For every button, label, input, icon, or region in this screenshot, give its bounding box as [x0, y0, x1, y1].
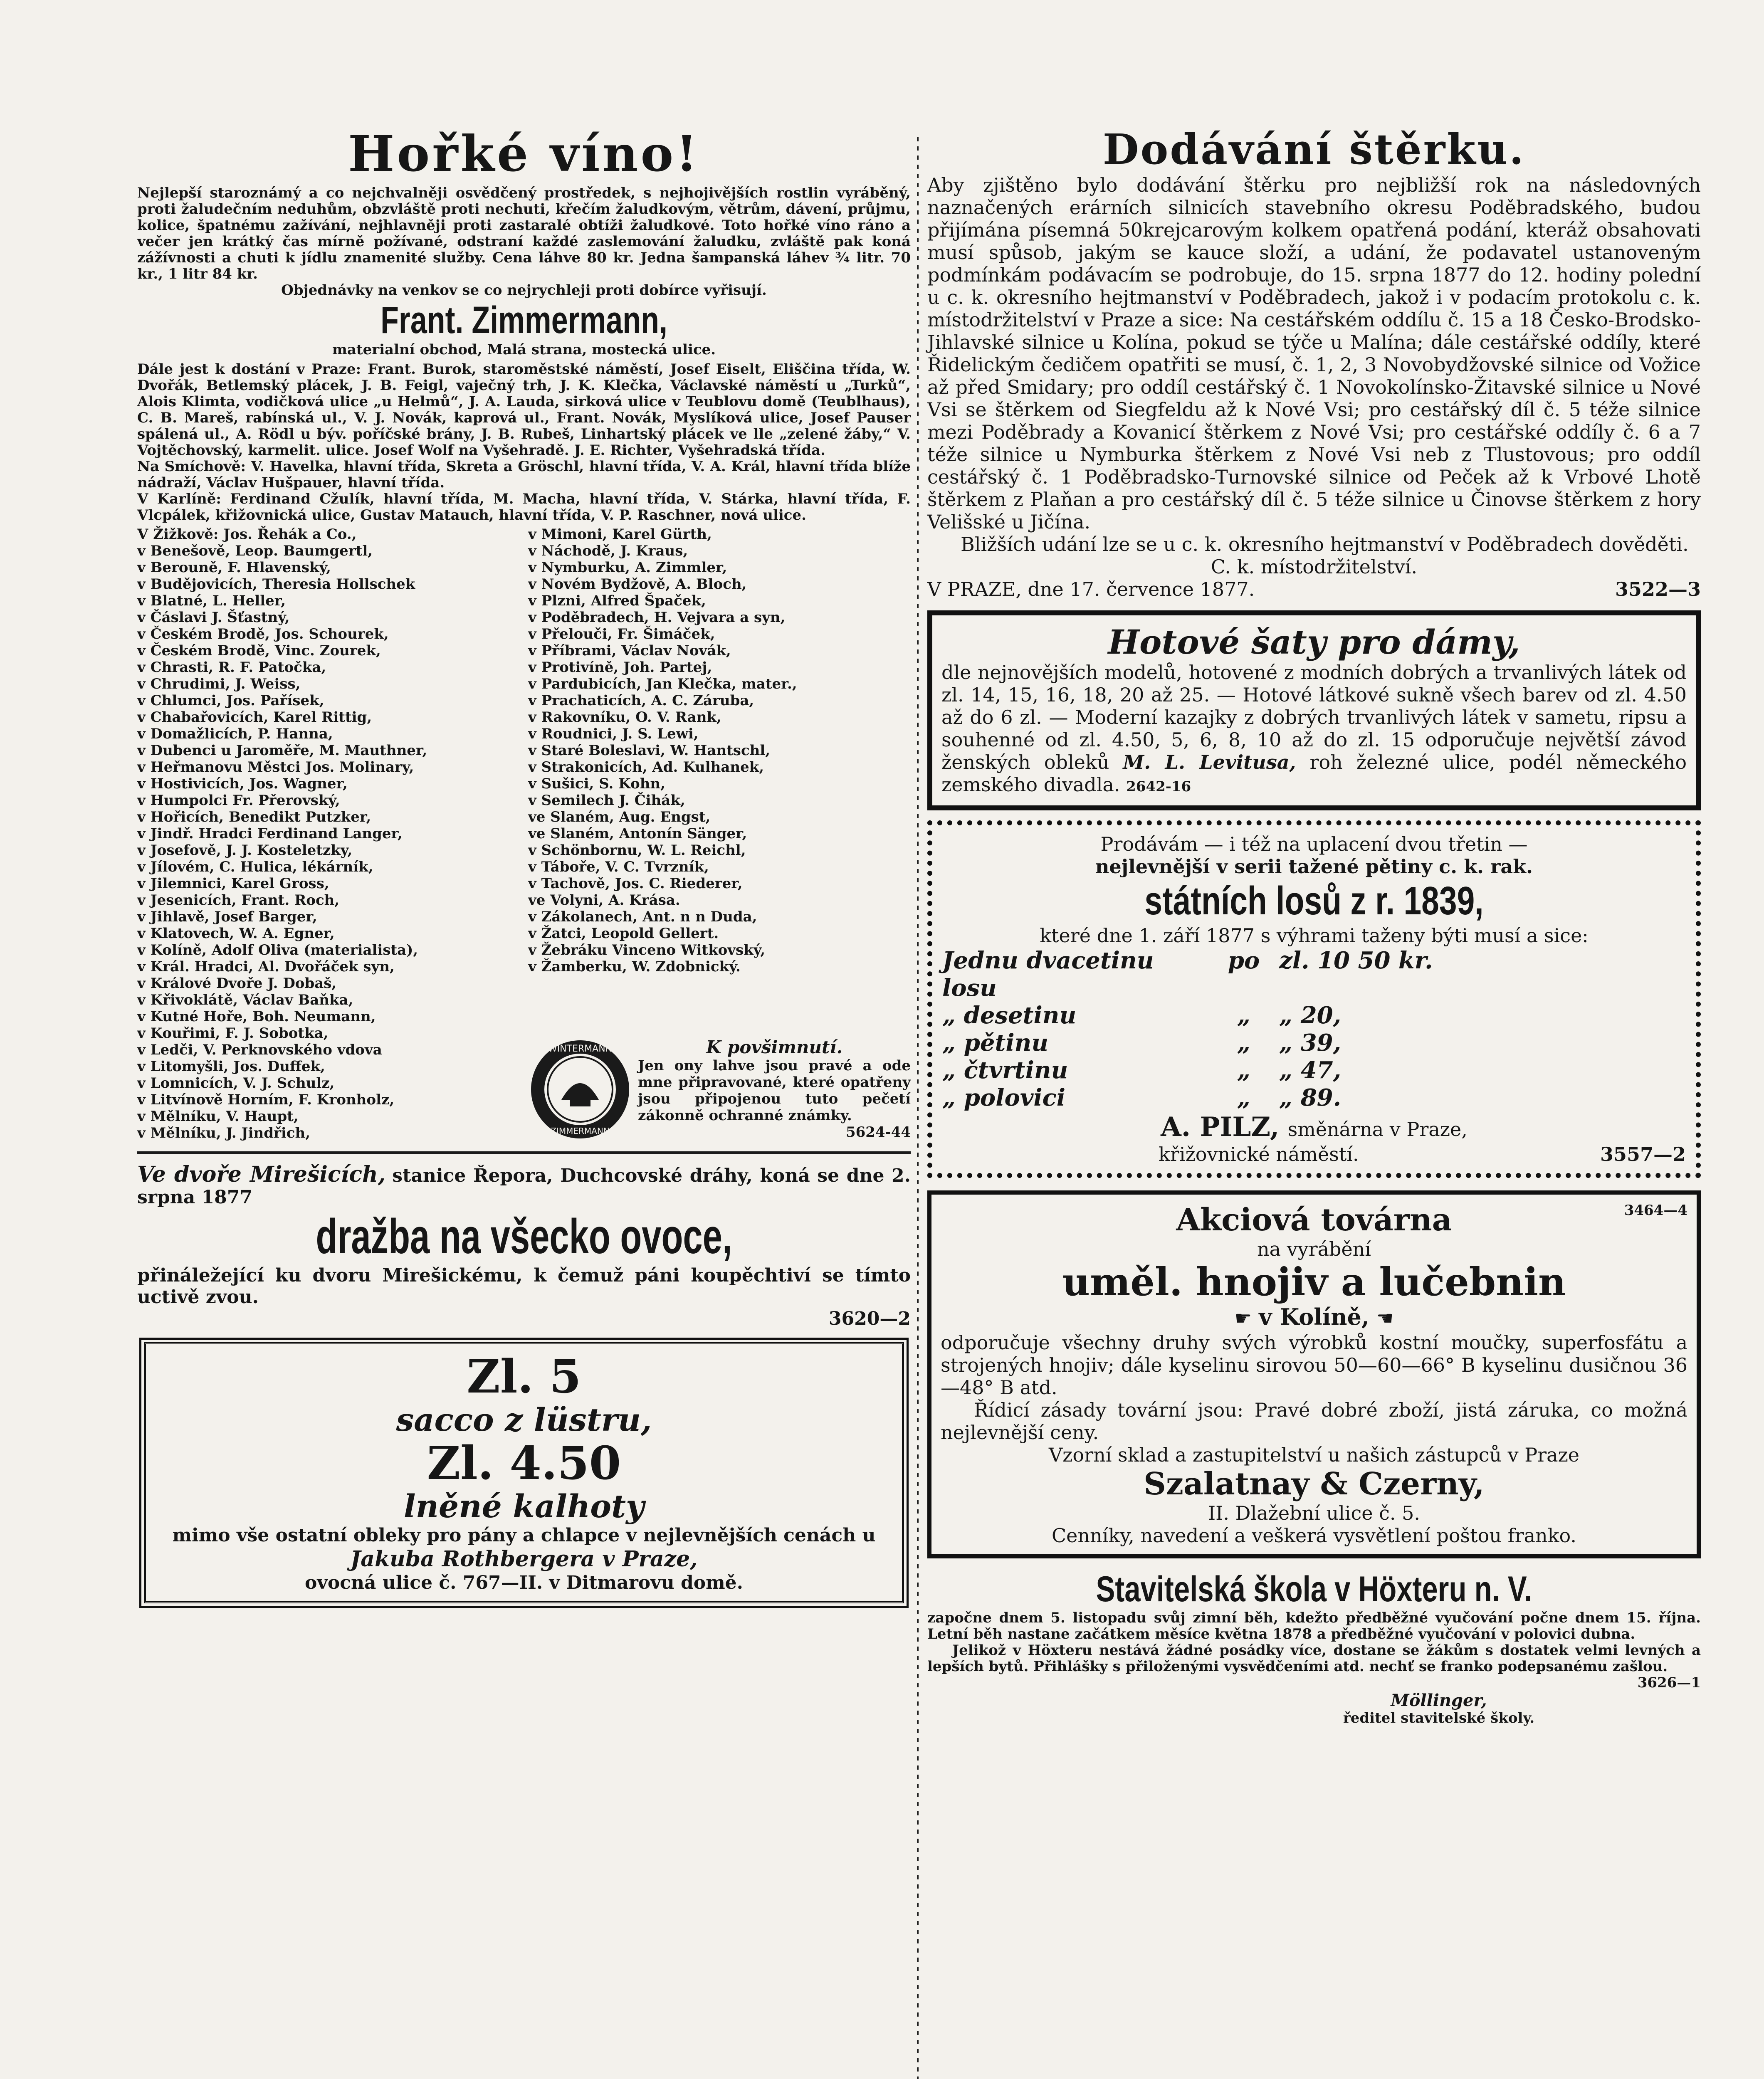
store-entry: v Litvínově Horním, F. Kronholz, [137, 1091, 395, 1108]
store-entry: v Roudnici, J. S. Lewi, [528, 726, 699, 742]
auction-place: Ve dvoře Mirešicích, [137, 1162, 385, 1187]
store-entry: v Berouně, F. Hlavenský, [137, 559, 331, 576]
lottery-intro1: Prodávám — i též na uplacení dvou třetin — [1100, 833, 1528, 855]
store-entry: v Klatovech, W. A. Egner, [137, 925, 335, 942]
fertilizer-subtitle: na vyrábění [1257, 1238, 1371, 1260]
store-entry: v Mělníku, V. Haupt, [137, 1108, 299, 1125]
store-list-col2 [528, 526, 911, 1035]
divider [137, 1151, 911, 1154]
store-entry: v Přelouči, Fr. Šimáček, [528, 626, 715, 642]
store-entry: v Jesenicích, Frant. Roch, [137, 892, 340, 909]
lottery-price: „ 47, [1279, 1057, 1342, 1084]
store-entry: ve Slaném, Aug. Engst, [528, 809, 711, 825]
lottery-price-row [942, 1029, 1686, 1057]
store-entry: v Králové Dvoře J. Dobaš, [137, 975, 337, 992]
store-entry: v Žebráku Vinceno Witkovský, [528, 942, 766, 958]
wine-seller-address: materialní obchod, Malá strana, mostecká ulice. [332, 341, 716, 358]
store-entry: v Zákolanech, Ant. n n Duda, [528, 909, 757, 925]
store-entry: v Kouřimi, F. J. Sobotka, [137, 1025, 329, 1042]
store-entry: v Mělníku, J. Jindřich, [137, 1125, 311, 1141]
school-title: Stavitelská škola v Höxteru n. V. [1096, 1569, 1532, 1609]
dresses-code: 2642-16 [1126, 778, 1191, 795]
store-entry: v Protivíně, Joh. Partej, [528, 659, 712, 676]
store-entry: v Náchodě, J. Kraus, [528, 543, 688, 559]
lottery-price-row [942, 1084, 1686, 1111]
store-entry: v Jilemnici, Karel Gross, [137, 875, 329, 892]
lottery-label: Jednu dvacetinu losu [942, 947, 1154, 1002]
lottery-price: „ 89. [1279, 1084, 1342, 1111]
store-entry: v Strakonicích, Ad. Kulhanek, [528, 759, 764, 775]
wine-smichov-stores: Na Smíchově: V. Havelka, hlavní třída, Skreta a Gröschl, hlavní třída, V. A. Král, hlavní třída blíže nádraží, Václav Hušpauer, hlavní třída. [137, 458, 911, 491]
trademark-seal-icon [528, 1037, 632, 1141]
pointing-hand-icon-2: ☚ [1376, 1307, 1394, 1329]
store-entry: v Čáslavi J. Šťastný, [137, 609, 290, 626]
school-body: započne dnem 5. listopadu svůj zimní běh, kdežto předběžné vyučování počne dnem 15. října. Letní běh nastane začátkem měsíce května 1878 a předběžné vyučování v polovici dubna. [927, 1610, 1701, 1642]
auction-headline: dražba na všecko ovoce, [316, 1209, 732, 1264]
fertilizer-headline: uměl. hnojiv a lučebnin [1062, 1259, 1566, 1304]
store-entry: v Jindř. Hradci Ferdinand Langer, [137, 825, 403, 842]
store-entry: v Sušici, S. Kohn, [528, 775, 665, 792]
store-entry: v Českém Brodě, Vinc. Zourek, [137, 642, 381, 659]
fertilizer-place: v Kolíně, [1259, 1304, 1369, 1330]
store-entry: v Budějovicích, Theresia Hollschek [137, 576, 415, 593]
fertilizer-agents-address: II. Dlažební ulice č. 5. [1208, 1502, 1421, 1524]
store-entry: v Schönbornu, W. L. Reichl, [528, 842, 746, 859]
clothes-price1: Zl. 5 [467, 1350, 581, 1403]
store-entry: v Táboře, V. C. Tvrzník, [528, 859, 709, 875]
store-entry: v Mimoni, Karel Gürth, [528, 526, 712, 543]
store-entry: v Litomyšli, Jos. Duffek, [137, 1058, 325, 1075]
lottery-price-row [942, 1057, 1686, 1084]
store-entry: ve Volyni, A. Krása. [528, 892, 680, 909]
fertilizer-title: Akciová továrna [1176, 1202, 1452, 1238]
fertilizer-warehouse: Vzorní sklad a zastupitelství u našich zástupců v Praze [1048, 1444, 1580, 1466]
store-entry: v Chrasti, R. F. Patočka, [137, 659, 326, 676]
store-entry: v Chrudimi, J. Weiss, [137, 676, 301, 692]
gravel-date: V PRAZE, dne 17. července 1877. [927, 578, 1255, 600]
clothes-shop: Jakuba Rothbergera v Praze, [350, 1546, 698, 1572]
right-column [927, 125, 1701, 1726]
store-entry: v Heřmanovu Městci Jos. Molinary, [137, 759, 414, 775]
store-entry: v Křivoklátě, Václav Baňka, [137, 992, 353, 1008]
store-entry: v Humpolci Fr. Přerovský, [137, 792, 340, 809]
lottery-advertisement [927, 820, 1701, 1178]
store-entry: v Kolíně, Adolf Oliva (materialista), [137, 942, 418, 958]
lottery-address: křižovnické náměstí. [1159, 1143, 1359, 1165]
lottery-label: „ pětinu [942, 1029, 1049, 1057]
store-entry: v Rakovníku, O. V. Rank, [528, 709, 721, 726]
store-entry: v Dubenci u Jaroměře, M. Mauthner, [137, 742, 427, 759]
lottery-label: „ čtvrtinu [942, 1057, 1068, 1084]
dresses-shop: M. L. Levitusa, [1123, 751, 1296, 773]
lottery-price: zl. 10 50 kr. [1279, 947, 1433, 974]
lottery-mid: po [1228, 947, 1260, 974]
clothes-item2: lněné kalhoty [403, 1488, 645, 1525]
dresses-address: roh železné ulice, podél německého zemského divadla. [941, 751, 1687, 796]
wine-seller: Frant. Zimmermann, [380, 299, 667, 341]
store-entry: v Hostivicích, Jos. Wagner, [137, 775, 348, 792]
store-entry: v Prachaticích, A. C. Záruba, [528, 692, 754, 709]
lottery-price-row [942, 947, 1686, 1002]
school-body2: Jelikož v Höxteru nestává žádné posádky více, dostane se žákům s dostatek velmi levných a lepších bytů. Přihlášky s přiloženými vysvědčeními atd. nechť se franko podepsanému zašlou. [927, 1642, 1701, 1675]
store-entry: v Hořicích, Benedikt Putzker, [137, 809, 371, 825]
clothes-address: ovocná ulice č. 767—II. v Ditmarovu domě. [304, 1572, 743, 1593]
notice-title: K povšimnutí. [706, 1037, 842, 1057]
auction-body: přináležející ku dvoru Mirešickému, k čemuž páni koupěchtiví se tímto uctivě zvou. [137, 1265, 911, 1308]
gravel-notice [927, 125, 1701, 600]
store-entry: v Chabařovicích, Karel Rittig, [137, 709, 372, 726]
fertilizer-agents: Szalatnay & Czerny, [1144, 1466, 1485, 1502]
store-entry: v Semilech J. Čihák, [528, 792, 685, 809]
store-entry: v Žamberku, W. Zdobnický. [528, 958, 741, 975]
lottery-code: 3557—2 [1600, 1143, 1686, 1165]
wine-store-list [137, 526, 911, 1141]
wine-title: Hořké víno! [348, 125, 700, 183]
dresses-body: dle nejnovějších modelů, hotovené z modních dobrých a trvanlivých látek od zl. 14, 15, 16, 18, 20 až 25. — Hotové látkové sukně všech barev od zl. 4.50 až do 6 zl. — Moderní kazajky z dobrých trvanlivých látek v sametu, ripsu a souhenné od zl. 4.50, 5, 6, 8, 10 až do zl. 15 odporučuje největší závod ženských obleků [941, 661, 1687, 773]
store-entry: v Ledči, V. Perknovského vdova [137, 1042, 382, 1058]
dresses-advertisement [927, 610, 1701, 810]
store-entry: v Lomnicích, V. J. Schulz, [137, 1075, 335, 1091]
auction-code: 3620—2 [828, 1308, 911, 1329]
store-entry: V Žižkově: Jos. Řehák a Co., [137, 526, 357, 543]
store-list-col1 [137, 526, 520, 1141]
lottery-seller-desc: směnárna v Praze, [1287, 1118, 1468, 1141]
lottery-price-table [942, 947, 1686, 1111]
school-signer: Möllinger, [1391, 1691, 1487, 1710]
lottery-mid: „ [1237, 1029, 1251, 1057]
store-entry: v Českém Brodě, Jos. Schourek, [137, 626, 389, 642]
store-entry: v Tachově, Jos. C. Riederer, [528, 875, 743, 892]
store-entry: v Kutné Hoře, Boh. Neumann, [137, 1008, 376, 1025]
dresses-title: Hotové šaty pro dámy, [1108, 622, 1520, 662]
lottery-seller: A. PILZ, [1161, 1111, 1280, 1143]
fertilizer-rule: Řídicí zásady tovární jsou: Pravé dobré zboží, jistá záruka, co možná nejlevnější ceny. [941, 1399, 1687, 1444]
store-entry: ve Slaném, Antonín Sänger, [528, 825, 747, 842]
auction-advertisement [137, 1164, 911, 1330]
store-entry: v Žatci, Leopold Gellert. [528, 925, 719, 942]
fertilizer-body: odporučuje všechny druhy svých výrobků kostní moučky, superfosfátu a strojených hnojiv; dále kyselinu sirovou 50—60—66° B kyselinu dusičnou 36—48° B atd. [941, 1331, 1687, 1399]
auction-intro: stanice Řepora, Duchcovské dráhy, koná se dne 2. srpna 1877 [137, 1165, 911, 1208]
school-signer-title: ředitel stavitelské školy. [1343, 1710, 1535, 1726]
notice-text: Jen ony lahve jsou pravé a ode mne připravované, které opatřeny jsou připojenou tuto pečetí zákonně ochranné známky. [638, 1057, 911, 1124]
fertilizer-code: 3464—4 [1624, 1202, 1687, 1219]
store-entry: v Pardubicích, Jan Klečka, mater., [528, 676, 797, 692]
lottery-mid: „ [1237, 1002, 1251, 1029]
clothes-advertisement [144, 1342, 904, 1603]
left-column [137, 125, 911, 1603]
store-entry: v Domažlicích, P. Hanna, [137, 726, 333, 742]
gravel-code: 3522—3 [1615, 578, 1701, 600]
clothes-price2: Zl. 4.50 [427, 1436, 621, 1490]
lottery-label: „ desetinu [942, 1002, 1077, 1029]
store-entry: v Chlumci, Jos. Pařísek, [137, 692, 324, 709]
store-entry: v Blatné, L. Heller, [137, 593, 286, 609]
fertilizer-advertisement [927, 1190, 1701, 1558]
lottery-body: které dne 1. září 1877 s výhrami taženy býti musí a sice: [1040, 924, 1589, 947]
lottery-mid: „ [1237, 1084, 1251, 1111]
wine-body: Nejlepší staroznámý a co nejchvalněji osvědčený prostředek, s nejhojivějších rostlin vyráběný, proti žaludečním neduhům, obzvláště proti nechuti, křečím žaludkovým, větrům, dávení, průjmu, kolice, špatnému zažívání, nejhlavněji proti zastaralé obtíži žaludkové. Toto hořké víno ráno a večer jen krátký čas mírně požívané, odstraní každé zaslemování žaludku, zvláště pak koná zážívnosti a chuti k jídlu znamenité služby. Cena láhve 80 kr. Jedna šampanská láhev ¾ litr. 70 kr., 1 litr 84 kr. [137, 185, 911, 282]
wine-prague-stores: Dále jest k dostání v Praze: Frant. Burok, staroměstské náměstí, Josef Eiselt, Eliščina třída, W. Dvořák, Betlemský plácek, J. B. Feigl, vaječný trh, J. K. Klečka, Václavské náměstí u „Turků“, Alois Klimta, vodičková ulice „u Helmů“, J. A. Lauda, sirková ulice v Teublovu domě (Teublhaus), C. B. Mareš, rabínská ul., V. J. Novák, kaprová ul., Frant. Novák, Myslíková ulice, Josef Pauser spálená ul., A. Rödl u býv. poříčské brány, J. B. Rubeš, Linhartský plácek ve lle „zelené žáby,“ V. Vojtěchovský, karmelit. ulice. Josef Wolf na Vyšehradě. J. E. Richter, Vyšehradská třída. [137, 361, 911, 459]
store-entry: v Poděbradech, H. Vejvara a syn, [528, 609, 786, 626]
gravel-body: Aby zjištěno bylo dodávání štěrku pro nejbližší rok na následovných naznačených erárních silnicích stavebního okresu Poděbradského, budou přijímána písemná 50krejcarovým kolkem opatřená podání, kteráž obsahovati musí spůsob, jakým se kauce složí, a udání, že podavatel ustanoveným podmínkám podávacím se podrobuje, do 15. srpna 1877 do 12. hodiny polední u c. k. okresního hejtmanství v Poděbradech, jakož i v podacím protokolu c. k. místodržitelství v Praze a sice: Na cestářském oddílu č. 15 a 18 Česko-Brodsko-Jihlavské silnice u Kolína, pokud se týče u Malína; dále cestářské oddíly, které Řidelickým čedičem opatřiti se musí, č. 1, 2, 3 Novobydžovské silnice od Vožice až před Smidary; pro oddíl cestářský č. 1 Novokolínsko-Žitavské silnice u Nové Vsi se štěrkem od Siegfeldu až k Nové Vsi; pro cestářský díl č. 5 téže silnice mezi Poděbrady a Kovanicí štěrkem z Nové Vsi; pro cestářské oddíly č. 6 a 7 téže silnice u Nymburka štěrkem z Nové Vsi neb z Tlustovous; pro oddíl cestářský č. 1 Poděbradsko-Turnovské silnice od Peček až k Vrbové Lhotě štěrkem z Plaňan a pro cestářský díl č. 5 téže silnice u Činovse štěrkem z hory Velišské u Jičína. [927, 174, 1701, 533]
wine-orders: Objednávky na venkov se co nejrychleji proti dobírce vyřisují. [281, 282, 767, 299]
seal-label: WINTERMANN [548, 1044, 613, 1054]
store-entry: v Příbrami, Václav Novák, [528, 642, 731, 659]
store-entry: v Jílovém, C. Hulica, lékárník, [137, 859, 373, 875]
store-entry: v Nymburku, A. Zimmler, [528, 559, 727, 576]
notice-code: 5624-44 [845, 1124, 911, 1141]
store-entry: v Josefově, J. J. Kosteletzky, [137, 842, 353, 859]
fertilizer-catalog: Cenníky, navedení a veškerá vysvětlení poštou franko. [1051, 1524, 1577, 1547]
store-entry: v Novém Bydžově, A. Bloch, [528, 576, 747, 593]
store-entry: v Jihlavě, Josef Barger, [137, 909, 317, 925]
gravel-closing: Bližších udání lze se u c. k. okresního hejtmanství v Poděbradech dověděti. [961, 533, 1689, 556]
store-entry: v Král. Hradci, Al. Dvořáček syn, [137, 958, 395, 975]
lottery-headline: státních losů z r. 1839, [1144, 879, 1484, 923]
clothes-body: mimo vše ostatní obleky pro pány a chlapce v nejlevnějších cenách u [172, 1525, 876, 1546]
seal-notice [528, 1037, 911, 1141]
store-entry: v Staré Boleslavi, W. Hantschl, [528, 742, 771, 759]
lottery-price: „ 20, [1279, 1002, 1342, 1029]
seal-sub: ZIMMERMANN [551, 1126, 610, 1136]
store-entry: v Plzni, Alfred Špaček, [528, 593, 706, 609]
gravel-title: Dodávání štěrku. [1102, 125, 1526, 174]
pointing-hand-icon: ☛ [1234, 1307, 1252, 1329]
store-entry: v Benešově, Leop. Baumgertl, [137, 543, 373, 559]
wine-karlin-stores: V Karlíně: Ferdinand Cžulík, hlavní třída, M. Macha, hlavní třída, V. Stárka, hlavní třída, F. Vlcpálek, křižovnická ulice, Gustav Matauch, hlavní třída, V. P. Raschner, nová ulice. [137, 491, 911, 523]
school-code: 3626—1 [1637, 1674, 1701, 1691]
school-advertisement [927, 1568, 1701, 1726]
lottery-price-row [942, 1002, 1686, 1029]
gravel-authority: C. k. místodržitelství. [1211, 556, 1418, 578]
lottery-mid: „ [1237, 1057, 1251, 1084]
lottery-label: „ polovici [942, 1084, 1066, 1111]
wine-advertisement [137, 125, 911, 1141]
lottery-intro2: nejlevnější v serii tažené pětiny c. k. rak. [1095, 855, 1533, 878]
column-divider [917, 137, 919, 2079]
lottery-price: „ 39, [1279, 1029, 1342, 1057]
clothes-item1: sacco z lüstru, [396, 1401, 652, 1438]
